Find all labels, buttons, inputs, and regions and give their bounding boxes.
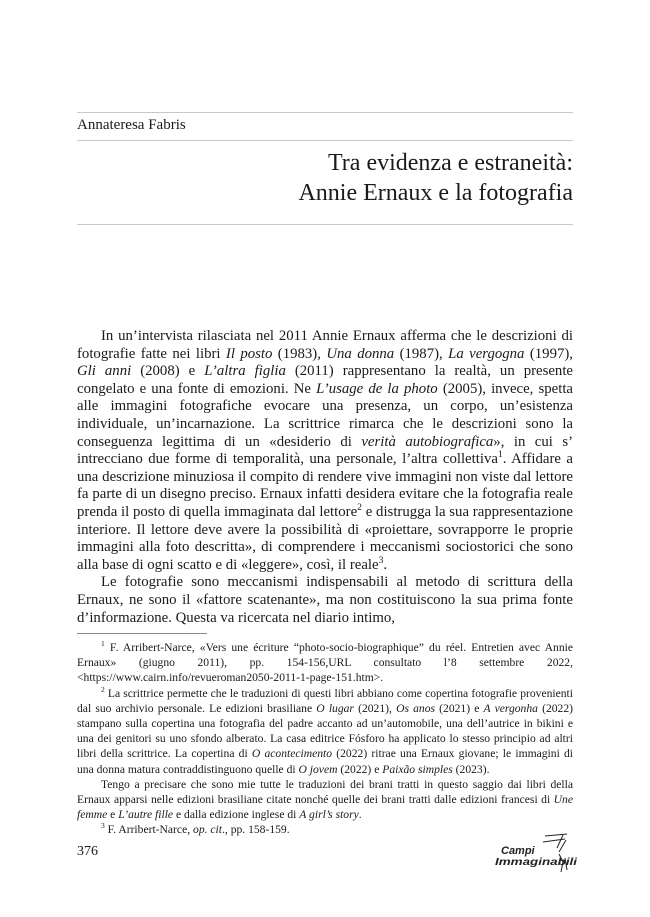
- footnote-ref-2[interactable]: 2: [357, 502, 362, 514]
- footnote-3: $^3$ F. Arribert-Narce, op. cit., pp. 158-159.: [101, 821, 290, 837]
- footnotes: [77, 640, 573, 838]
- paragraph-1: In un’intervista rilasciata nel 2011 Annie Ernaux afferma che le descrizioni di fotografie fatte nei libri Il posto (1983), Una donna (1987), La vergogna (1997), Gli anni (2008) e L’altra figlia (2011) rappresentano la realtà, un presente congelato e una fonte di emozioni. Ne L’usage de la photo (2005), invece, spetta alle immagini fotografiche evocare una presenza, un corpo, un’esistenza individuale, un’incarnazione. La scrittrice rimarca che le descrizioni sono la conseguenza legittima di un «desiderio di verità autobiografica», in cui s’ intrecciano due forme di temporalità, una personale, l’altra collettiva$^1$. Affidare a una descrizione minuziosa il compito di rendere vive immagini non viste dal lettore fa parte di un disegno preciso. Ernaux infatti desidera evitare che la fotografia reale prenda il posto di quella immaginata dal lettore$^2$ e distrugga la sua rappresentazione interiore. Il lettore deve avere la possibilità di «proiettare, sovrapporre le proprie immagini alla foto descritta», di comprendere i meccanismi sociostorici che sono alla base di ogni scatto e di «leggere», così, il reale$^3$.: [77, 328, 574, 573]
- footnote-1: $^1$ F. Arribert-Narce, «Vers une écriture “photo-socio-biographique” du réel. Entretien avec Annie Ernaux» (giugno 2011), pp. 154-156,URL consultato l’8 settembre 2022, <https://www.cairn.info/revueroman2050-2011-1-page-151.htm>.: [77, 639, 573, 685]
- author-name: Annateresa Fabris: [77, 117, 186, 133]
- footnote-2: $^2$ La scrittrice permette che le traduzioni di questi libri abbiano come copertina fotografie provenienti dal suo archivio personale. Le edizioni brasiliane O lugar (2021), Os anos (2021) e A vergonha (2022) stampano sulla copertina una fotografia del padre accanto ad un’automobile, una dell’autrice in bikini e una dei genitori su uno sfondo alberato. La casa editrice Fósforo ha applicato lo stesso principio ad altri libri della scrittrice. La copertina di O acontecimento (2022) ritrae una Ernaux giovane; le immagini di una donna matura contraddistinguono quelle di O jovem (2022) e Paixão simples (2023).: [77, 684, 574, 776]
- logo-line-2: Immaginabili: [495, 857, 578, 868]
- paragraph-2: Le fotografie sono meccanismi indispensabili al metodo di scrittura della Ernaux, ne sono il «fattore scatenante», ma non costituiscono la sua prima fonte d’informazione. Questa va ricercata nel diario intimo,: [77, 574, 573, 626]
- footnote-separator: [77, 633, 207, 634]
- footnote-2-continued: Tengo a precisare che sono mie tutte le traduzioni dei brani tratti in questo saggio dai libri della Ernaux apparsi nelle edizioni brasiliane citate nonché quelle dei brani tratti dalle edizioni francesi di Une femme e L’autre fille e dalla edizione inglese di A girl’s story.: [77, 777, 573, 822]
- header-rule-top: [77, 112, 573, 113]
- header-rule-bottom: [77, 224, 573, 225]
- footnote-ref-1[interactable]: 1: [497, 449, 503, 461]
- footnote-ref-3[interactable]: 3: [378, 554, 384, 566]
- article-title: [298, 148, 573, 208]
- publisher-logo: [493, 832, 583, 876]
- article-title-line-2: Annie Ernaux e la fotografia: [298, 180, 573, 206]
- header-rule-middle: [77, 140, 573, 141]
- logo-line-1: Campi: [501, 845, 535, 857]
- article-title-line-1: Tra evidenza e estraneità:: [327, 150, 573, 176]
- page-number: 376: [77, 844, 98, 859]
- article-body: [77, 328, 573, 627]
